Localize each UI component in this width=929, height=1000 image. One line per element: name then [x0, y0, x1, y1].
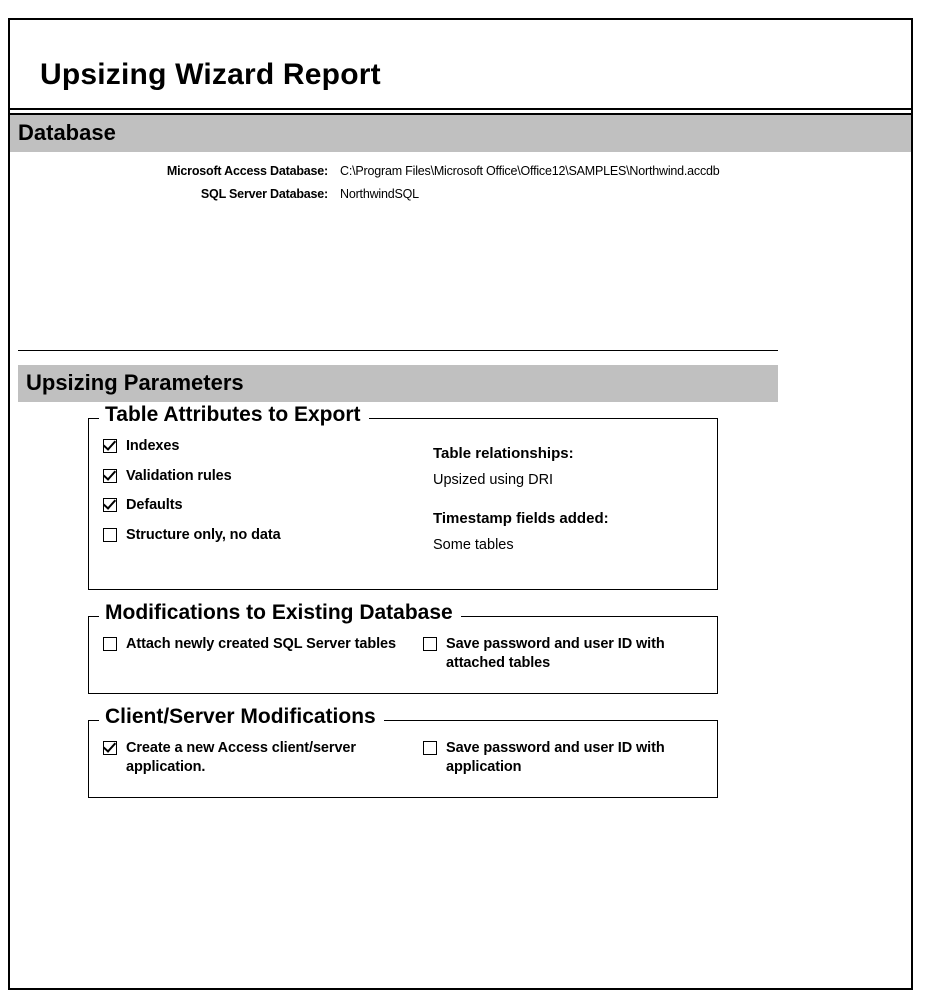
checkbox-indexes[interactable] [103, 439, 117, 453]
checkbox-label-create-new-app: Create a new Access client/server application. [126, 740, 356, 775]
checkbox-label-validation-rules: Validation rules [126, 467, 232, 484]
checkbox-row-attach-tables[interactable] [103, 635, 423, 654]
database-info-row [10, 187, 911, 201]
checkbox-row-save-password-app[interactable] [423, 739, 703, 776]
checkbox-row-save-password-attached[interactable] [423, 635, 703, 672]
access-database-label: Microsoft Access Database: [166, 164, 328, 178]
checkbox-label-save-password-app: Save password and user ID with application [446, 740, 665, 775]
client-server-group [88, 705, 718, 798]
checkbox-label-indexes: Indexes [126, 438, 180, 454]
modifications-group [88, 601, 718, 694]
table-attributes-info-column [433, 437, 703, 575]
checkbox-defaults[interactable] [103, 498, 117, 512]
report-page [8, 18, 913, 990]
checkbox-label-structure-only: Structure only, no data [126, 526, 281, 543]
section-header-upsizing-parameters: Upsizing Parameters [18, 365, 778, 402]
checkbox-create-new-app[interactable] [103, 741, 117, 755]
page-title: Upsizing Wizard Report [40, 58, 381, 91]
access-database-value: C:\Program Files\Microsoft Office\Office12\SAMPLES\Northwind.accdb [340, 164, 720, 178]
checkbox-row-structure-only[interactable] [103, 526, 433, 545]
table-attributes-group [88, 403, 718, 590]
checkbox-save-password-attached[interactable] [423, 637, 437, 651]
database-info-row [10, 164, 911, 178]
table-relationships-value: Upsized using DRI [433, 472, 554, 488]
checkbox-row-create-new-app[interactable] [103, 739, 423, 776]
checkbox-attach-tables[interactable] [103, 637, 117, 651]
checkbox-label-save-password-attached: Save password and user ID with attached tables [446, 636, 665, 671]
checkbox-row-defaults[interactable] [103, 496, 433, 515]
timestamp-fields-value: Some tables [433, 537, 514, 553]
database-info-list [10, 164, 911, 201]
client-server-legend: Client/Server Modifications [99, 705, 384, 729]
table-attributes-legend: Table Attributes to Export [99, 403, 369, 427]
checkbox-label-attach-tables: Attach newly created SQL Server tables [126, 636, 396, 652]
section-header-database: Database [10, 115, 913, 152]
checkbox-row-validation-rules[interactable] [103, 467, 433, 486]
sql-server-database-label: SQL Server Database: [200, 187, 328, 201]
checkbox-label-defaults: Defaults [126, 497, 183, 514]
table-relationships-heading: Table relationships: [433, 445, 574, 462]
checkbox-structure-only[interactable] [103, 528, 117, 542]
database-section-spacer [10, 210, 911, 350]
checkbox-validation-rules[interactable] [103, 469, 117, 483]
table-attributes-checkbox-column [103, 437, 433, 575]
timestamp-fields-heading: Timestamp fields added: [433, 510, 609, 527]
modifications-legend: Modifications to Existing Database [99, 601, 461, 625]
sql-server-database-value: NorthwindSQL [340, 187, 419, 201]
checkbox-save-password-app[interactable] [423, 741, 437, 755]
checkbox-row-indexes[interactable] [103, 437, 433, 456]
